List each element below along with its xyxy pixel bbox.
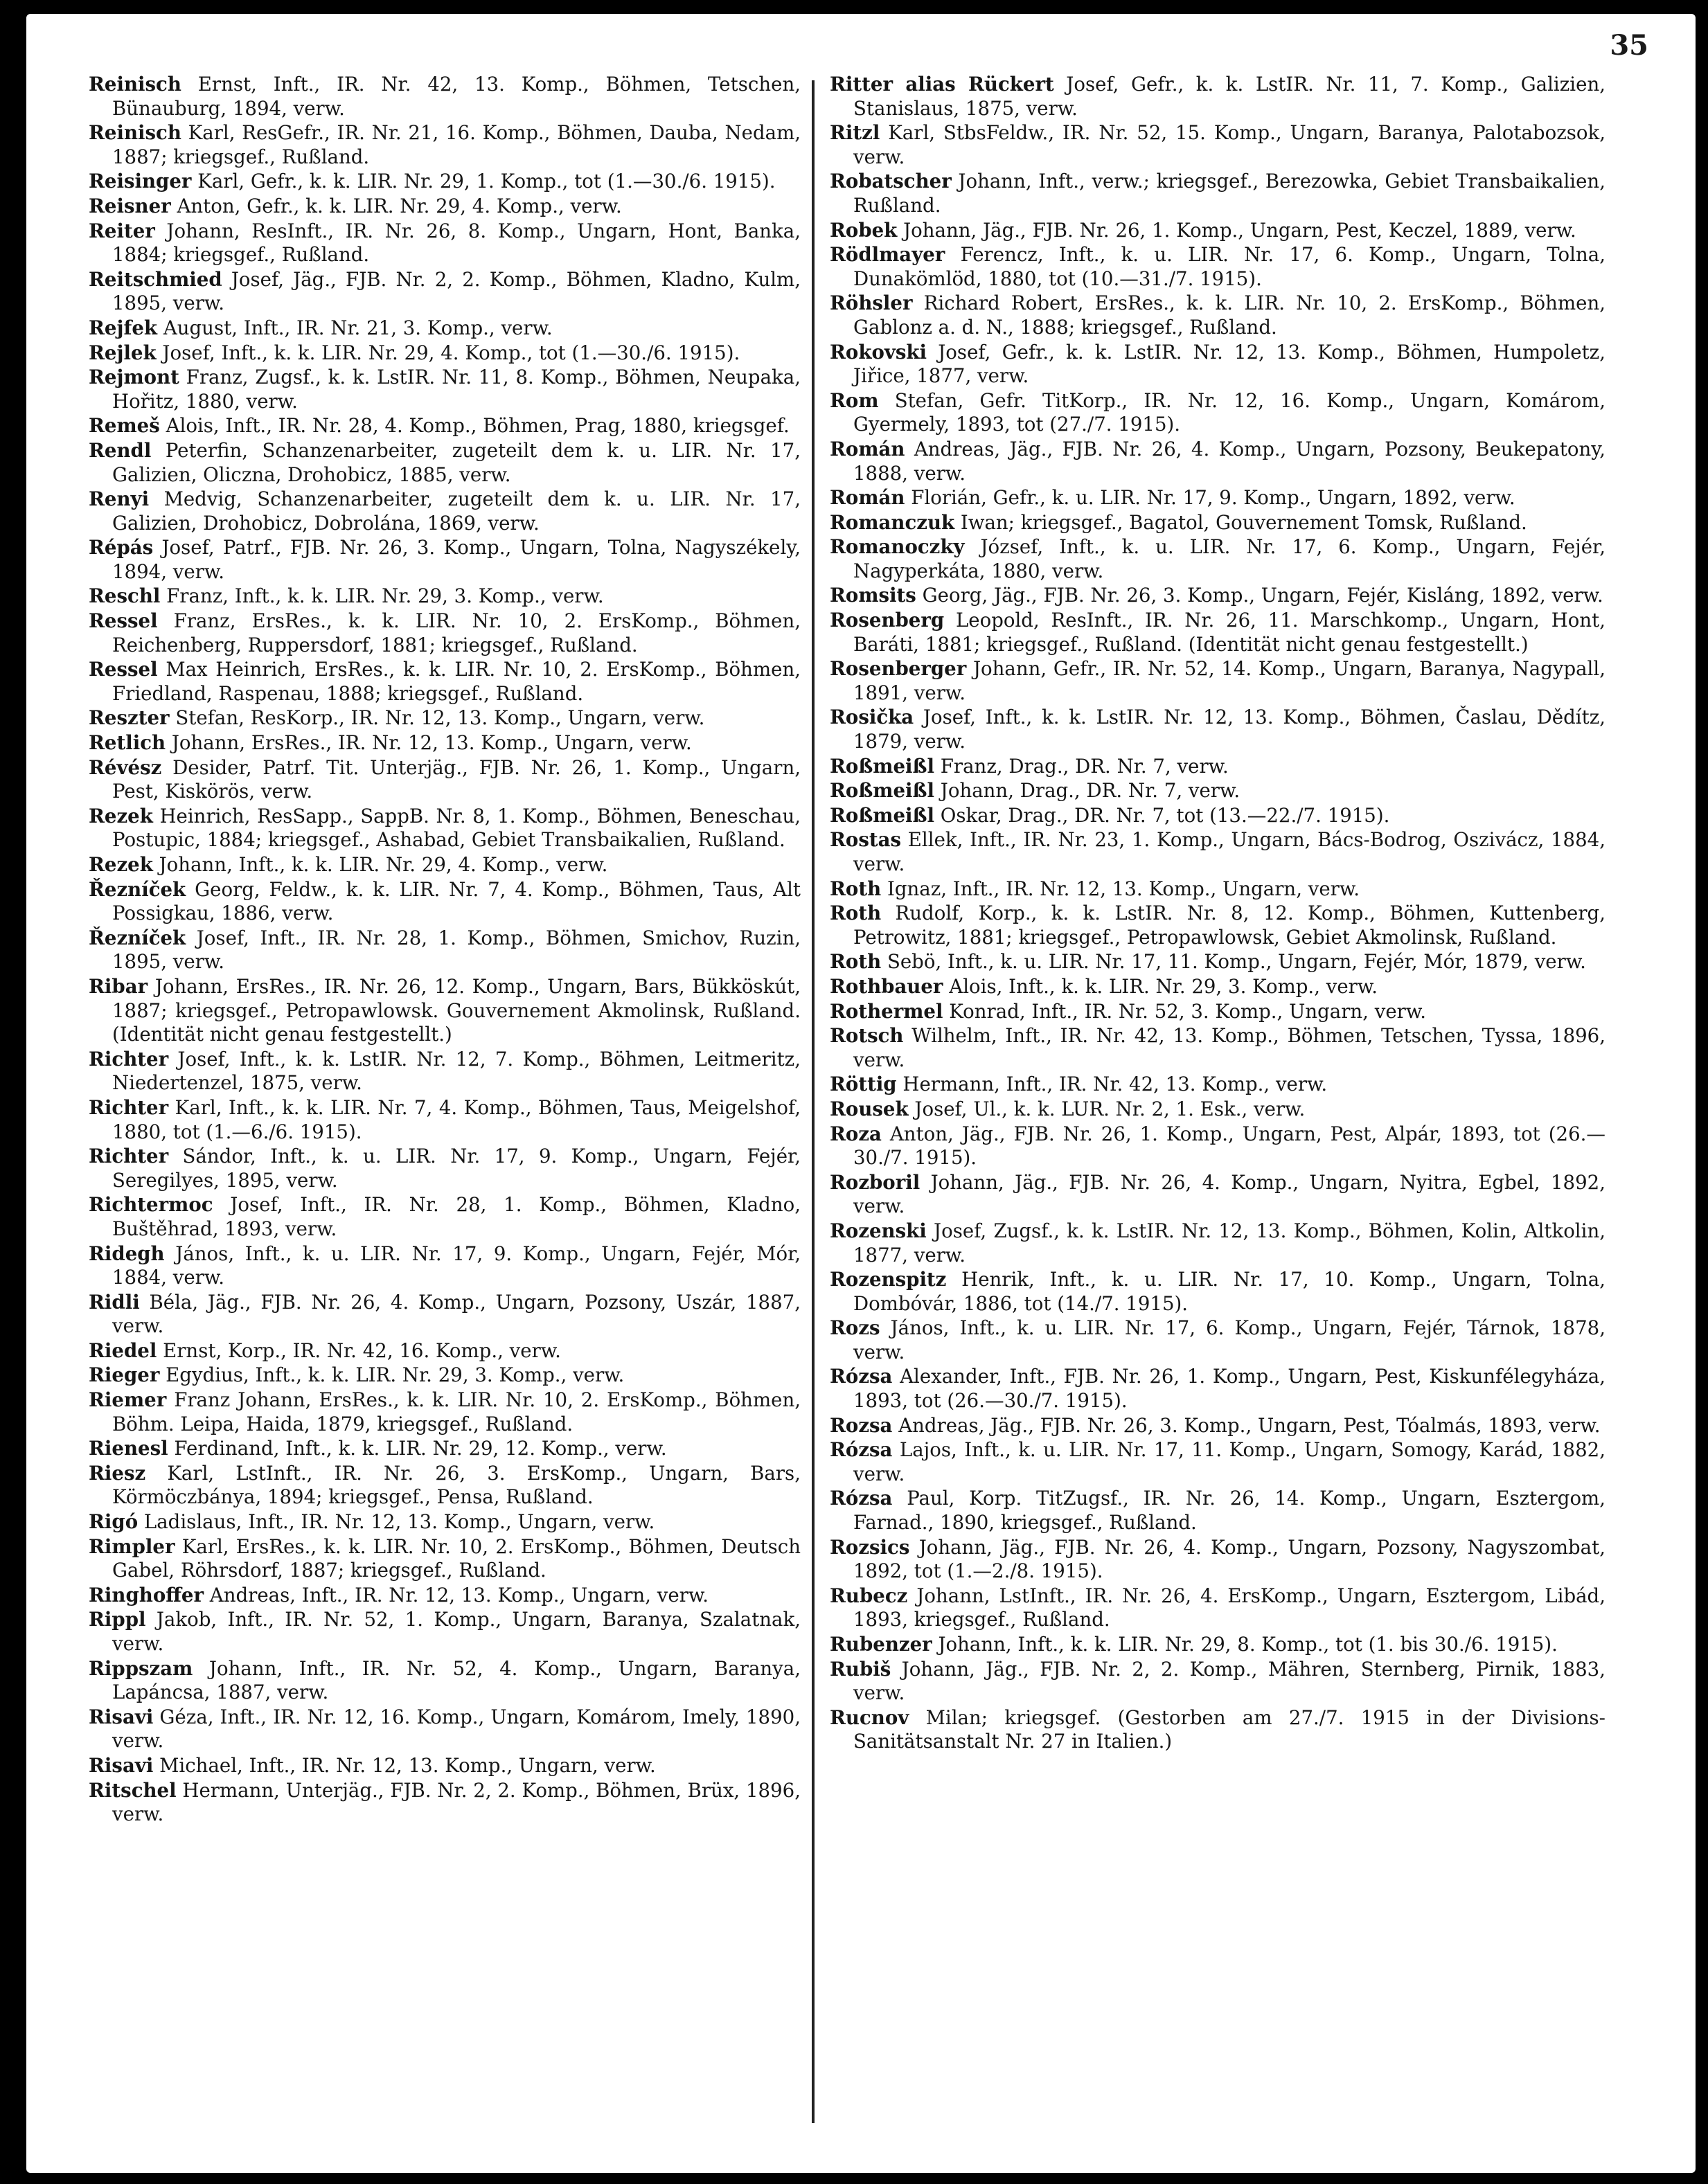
entry-surname: Román xyxy=(830,437,905,460)
entry-details: Sebö, Inft., k. u. LIR. Nr. 17, 11. Komp., Ungarn, Fejér, Mór, 1879, verw. xyxy=(887,950,1586,974)
list-entry xyxy=(89,536,801,584)
entry-surname: Ressel xyxy=(89,658,158,681)
entry-details: Rudolf, Korp., k. k. LstIR. Nr. 8, 12. Komp., Böhmen, Kuttenberg, Petrowitz, 1881; kriegsgef., Petropawlowsk, Gebiet Akmolinsk, Rußland. xyxy=(853,902,1605,949)
entry-surname: Rosenberg xyxy=(830,609,945,632)
list-entry xyxy=(89,73,801,120)
entry-details: Paul, Korp. TitZugsf., IR. Nr. 26, 14. Komp., Ungarn, Esztergom, Farnad., 1890, kriegsgef., Rußland. xyxy=(853,1487,1605,1534)
entry-surname: Reisinger xyxy=(89,170,192,193)
list-entry xyxy=(830,950,1605,974)
entry-surname: Renyi xyxy=(89,487,150,511)
entry-surname: Richter xyxy=(89,1095,169,1119)
list-entry xyxy=(830,902,1605,949)
entry-surname: Robatscher xyxy=(830,170,952,193)
list-entry xyxy=(830,1000,1605,1024)
entry-details: Karl, ResGefr., IR. Nr. 21, 16. Komp., Böhmen, Dauba, Nedam, 1887; kriegsgef., Rußland. xyxy=(112,121,801,168)
list-entry xyxy=(830,1633,1605,1657)
entry-surname: Röttig xyxy=(830,1073,897,1096)
entry-surname: Rozenski xyxy=(830,1219,927,1242)
entry-surname: Rozboril xyxy=(830,1170,920,1194)
list-entry xyxy=(89,316,801,341)
entry-details: Johann, Inft., verw.; kriegsgef., Berezowka, Gebiet Transbaikalien, Rußland. xyxy=(853,170,1605,217)
entry-surname: Romsits xyxy=(830,584,916,607)
entry-details: Peterfin, Schanzenarbeiter, zugeteilt dem k. u. LIR. Nr. 17, Galizien, Oliczna, Drohobicz, 1885, verw. xyxy=(112,438,801,486)
entry-details: Georg, Jäg., FJB. Nr. 26, 3. Komp., Ungarn, Fejér, Kisláng, 1892, verw. xyxy=(922,584,1603,607)
entry-surname: Roth xyxy=(830,877,882,900)
entry-details: Josef, Ul., k. k. LUR. Nr. 2, 1. Esk., verw. xyxy=(914,1097,1306,1120)
entry-surname: Rendl xyxy=(89,438,152,462)
entry-surname: Rejfek xyxy=(89,316,158,339)
entry-details: Jakob, Inft., IR. Nr. 52, 1. Komp., Ungarn, Baranya, Szalatnak, verw. xyxy=(112,1608,801,1655)
entry-surname: Rothermel xyxy=(830,999,943,1023)
list-entry xyxy=(89,1706,801,1753)
list-entry xyxy=(830,292,1605,339)
entry-surname: Řezníček xyxy=(89,877,186,901)
entry-surname: Rejmont xyxy=(89,366,179,389)
entry-details: Béla, Jäg., FJB. Nr. 26, 4. Komp., Ungarn, Pozsony, Uszár, 1887, verw. xyxy=(112,1290,801,1338)
entry-surname: Rothbauer xyxy=(830,974,943,998)
entry-surname: Rucnov xyxy=(830,1706,909,1729)
entry-details: Johann, ResInft., IR. Nr. 26, 8. Komp., Ungarn, Hont, Banka, 1884; kriegsgef., Rußland. xyxy=(112,219,801,267)
entry-surname: Richter xyxy=(89,1145,169,1168)
entry-surname: Rozsics xyxy=(830,1535,910,1559)
entry-surname: Rezek xyxy=(89,853,153,876)
list-entry xyxy=(89,1535,801,1583)
entry-details: Ignaz, Inft., IR. Nr. 12, 13. Komp., Ungarn, verw. xyxy=(887,877,1360,900)
list-entry xyxy=(830,121,1605,169)
list-entry xyxy=(89,927,801,974)
entry-surname: Richter xyxy=(89,1047,169,1071)
entry-details: Karl, ErsRes., k. k. LIR. Nr. 10, 2. ErsKomp., Böhmen, Deutsch Gabel, Röhrsdorf, 1887; kriegsgef., Rußland. xyxy=(112,1534,801,1582)
entry-surname: Reschl xyxy=(89,584,161,608)
list-entry xyxy=(89,414,801,438)
entry-surname: Ritschel xyxy=(89,1778,177,1802)
entry-surname: Rimpler xyxy=(89,1534,175,1558)
list-entry xyxy=(830,1219,1605,1267)
entry-surname: Rozsa xyxy=(830,1413,893,1437)
list-entry xyxy=(830,438,1605,485)
right-column xyxy=(830,73,1605,1755)
entry-details: Johann, Jäg., FJB. Nr. 26, 4. Komp., Ungarn, Nyitra, Egbel, 1892, verw. xyxy=(853,1170,1605,1218)
list-entry xyxy=(830,1365,1605,1413)
list-entry xyxy=(830,219,1605,243)
list-entry xyxy=(89,1242,801,1290)
entry-details: Oskar, Drag., DR. Nr. 7, tot (13.—22./7. 1915). xyxy=(940,803,1390,827)
entry-surname: Robek xyxy=(830,218,898,242)
list-entry xyxy=(89,1096,801,1144)
list-entry xyxy=(89,1754,801,1778)
list-entry xyxy=(830,1536,1605,1584)
entry-details: Sándor, Inft., k. u. LIR. Nr. 17, 9. Komp., Ungarn, Fejér, Seregilyes, 1895, verw. xyxy=(112,1145,801,1192)
entry-details: Andreas, Jäg., FJB. Nr. 26, 3. Komp., Ungarn, Pest, Tóalmás, 1893, verw. xyxy=(898,1413,1601,1437)
entry-details: Hermann, Unterjäg., FJB. Nr. 2, 2. Komp., Böhmen, Brüx, 1896, verw. xyxy=(112,1778,801,1826)
list-entry xyxy=(830,877,1605,902)
list-entry xyxy=(830,1316,1605,1364)
entry-surname: Ringhoffer xyxy=(89,1583,204,1606)
column-divider xyxy=(812,80,815,2123)
entry-details: Ellek, Inft., IR. Nr. 23, 1. Komp., Ungarn, Bács-Bodrog, Oszivácz, 1884, verw. xyxy=(853,828,1605,875)
entry-details: Ladislaus, Inft., IR. Nr. 12, 13. Komp., Ungarn, verw. xyxy=(143,1510,655,1534)
list-entry xyxy=(830,389,1605,437)
list-entry xyxy=(89,756,801,804)
entry-details: Josef, Inft., IR. Nr. 28, 1. Komp., Böhmen, Smichov, Ruzin, 1895, verw. xyxy=(112,926,801,974)
list-entry xyxy=(89,658,801,706)
list-entry xyxy=(89,1145,801,1192)
entry-surname: Reinisch xyxy=(89,121,181,145)
entry-surname: Rosenberger xyxy=(830,657,967,681)
list-entry xyxy=(830,1487,1605,1534)
entry-details: Johann, Drag., DR. Nr. 7, verw. xyxy=(940,779,1240,803)
list-entry xyxy=(830,828,1605,876)
list-entry xyxy=(89,805,801,852)
entry-surname: Risavi xyxy=(89,1705,154,1728)
entry-details: Ferencz, Inft., k. u. LIR. Nr. 17, 6. Komp., Ungarn, Tolna, Dunakömlöd, 1880, tot (10.—31./7. 1915). xyxy=(853,243,1605,290)
entry-surname: Rosička xyxy=(830,706,914,729)
entry-surname: Ridegh xyxy=(89,1242,165,1265)
entry-details: Max Heinrich, ErsRes., k. k. LIR. Nr. 10, 2. ErsKomp., Böhmen, Friedland, Raspenau, 1888; kriegsgef., Rußland. xyxy=(112,658,801,705)
entry-details: Josef, Inft., k. k. LIR. Nr. 29, 4. Komp., tot (1.—30./6. 1915). xyxy=(162,341,740,364)
entry-details: Johann, LstInft., IR. Nr. 26, 4. ErsKomp., Ungarn, Esztergom, Libád, 1893, kriegsgef., Rußland. xyxy=(853,1584,1605,1631)
entry-surname: Reszter xyxy=(89,706,170,730)
entry-details: Michael, Inft., IR. Nr. 12, 13. Komp., Ungarn, verw. xyxy=(159,1753,656,1777)
entry-details: Johann, ErsRes., IR. Nr. 12, 13. Komp., Ungarn, verw. xyxy=(171,731,692,755)
entry-details: József, Inft., k. u. LIR. Nr. 17, 6. Komp., Ungarn, Fejér, Nagyperkáta, 1880, verw. xyxy=(853,535,1605,582)
entry-surname: Rejlek xyxy=(89,341,157,364)
entry-surname: Richtermoc xyxy=(89,1193,213,1217)
entry-surname: Rom xyxy=(830,388,879,412)
entry-surname: Reinisch xyxy=(89,73,181,96)
entry-surname: Reitschmied xyxy=(89,267,222,291)
document-page xyxy=(26,14,1696,2173)
entry-details: Franz, Zugsf., k. k. LstIR. Nr. 11, 8. Komp., Böhmen, Neupaka, Hořitz, 1880, verw. xyxy=(112,366,801,413)
entry-details: Johann, Jäg., FJB. Nr. 2, 2. Komp., Mähren, Sternberg, Pirnik, 1883, verw. xyxy=(853,1657,1605,1705)
list-entry xyxy=(830,657,1605,705)
list-entry xyxy=(89,853,801,877)
entry-surname: Romanoczky xyxy=(830,535,965,559)
entry-details: Karl, Inft., k. k. LIR. Nr. 7, 4. Komp., Böhmen, Taus, Meigelshof, 1880, tot (1.—6./6. 1915). xyxy=(112,1095,801,1143)
entry-details: Andreas, Inft., IR. Nr. 12, 13. Komp., Ungarn, verw. xyxy=(209,1583,709,1606)
entry-details: Johann, Jäg., FJB. Nr. 26, 1. Komp., Ungarn, Pest, Keczel, 1889, verw. xyxy=(903,218,1576,242)
entry-surname: Romanczuk xyxy=(830,510,955,534)
entry-details: Franz, Drag., DR. Nr. 7, verw. xyxy=(940,754,1229,778)
entry-details: Stefan, Gefr. TitKorp., IR. Nr. 12, 16. Komp., Ungarn, Komárom, Gyermely, 1893, tot (27./7. 1915). xyxy=(853,388,1605,436)
entry-details: Josef, Patrf., FJB. Nr. 26, 3. Komp., Ungarn, Tolna, Nagyszékely, 1894, verw. xyxy=(112,536,801,583)
left-column xyxy=(89,73,801,1827)
entry-details: János, Inft., k. u. LIR. Nr. 17, 6. Komp., Ungarn, Fejér, Tárnok, 1878, verw. xyxy=(853,1316,1605,1363)
entry-details: Alois, Inft., IR. Nr. 28, 4. Komp., Böhmen, Prag, 1880, kriegsgef. xyxy=(166,414,790,438)
entry-surname: Rippl xyxy=(89,1608,146,1631)
list-entry xyxy=(830,584,1605,608)
entry-surname: Ritter alias Rückert xyxy=(830,73,1054,96)
list-entry xyxy=(830,1268,1605,1316)
list-entry xyxy=(830,1171,1605,1219)
entry-details: Georg, Feldw., k. k. LIR. Nr. 7, 4. Komp., Böhmen, Taus, Alt Possigkau, 1886, verw. xyxy=(112,877,801,925)
entry-details: August, Inft., IR. Nr. 21, 3. Komp., verw. xyxy=(163,316,553,339)
entry-surname: Rózsa xyxy=(830,1365,893,1388)
entry-details: János, Inft., k. u. LIR. Nr. 17, 9. Komp., Ungarn, Fejér, Mór, 1884, verw. xyxy=(112,1242,801,1289)
page-number: 35 xyxy=(1610,29,1648,62)
list-entry xyxy=(830,1706,1605,1754)
list-entry xyxy=(830,1073,1605,1097)
entry-details: Franz Johann, ErsRes., k. k. LIR. Nr. 10, 2. ErsKomp., Böhmen, Böhm. Leipa, Haida, 1879, kriegsgef., Rußland. xyxy=(112,1388,801,1435)
list-entry xyxy=(89,1437,801,1461)
entry-surname: Ribar xyxy=(89,974,148,998)
entry-surname: Retlich xyxy=(89,731,166,755)
entry-details: Franz, Inft., k. k. LIR. Nr. 29, 3. Komp., verw. xyxy=(166,584,604,608)
entry-details: Johann, Gefr., IR. Nr. 52, 14. Komp., Ungarn, Baranya, Nagypall, 1891, verw. xyxy=(853,657,1605,704)
entry-details: Alois, Inft., k. k. LIR. Nr. 29, 3. Komp., verw. xyxy=(949,974,1378,998)
entry-details: Hermann, Inft., IR. Nr. 42, 13. Komp., verw. xyxy=(902,1073,1328,1096)
list-entry xyxy=(89,341,801,366)
entry-details: Anton, Jäg., FJB. Nr. 26, 1. Komp., Ungarn, Pest, Alpár, 1893, tot (26.—30./7. 1915). xyxy=(853,1122,1605,1170)
entry-details: Karl, StbsFeldw., IR. Nr. 52, 15. Komp., Ungarn, Baranya, Palotabozsok, verw. xyxy=(853,121,1605,168)
entry-surname: Remeš xyxy=(89,414,160,438)
list-entry xyxy=(89,1291,801,1339)
entry-surname: Rozs xyxy=(830,1316,880,1340)
list-entry xyxy=(89,1657,801,1705)
list-entry xyxy=(89,1388,801,1436)
entry-surname: Román xyxy=(830,486,905,510)
entry-surname: Rózsa xyxy=(830,1487,893,1510)
list-entry xyxy=(89,975,801,1047)
entry-surname: Rotsch xyxy=(830,1024,904,1048)
entry-surname: Ritzl xyxy=(830,121,880,145)
entry-details: Josef, Zugsf., k. k. LstIR. Nr. 12, 13. Komp., Böhmen, Kolin, Altkolin, 1877, verw. xyxy=(853,1219,1605,1266)
list-entry xyxy=(830,1414,1605,1438)
list-entry xyxy=(89,609,801,657)
entry-details: Alexander, Inft., FJB. Nr. 26, 1. Komp., Ungarn, Pest, Kiskunfélegyháza, 1893, tot (26.—30./7. 1915). xyxy=(853,1365,1605,1413)
entry-surname: Rokovski xyxy=(830,340,927,364)
list-entry xyxy=(830,511,1605,535)
entry-surname: Rozenspitz xyxy=(830,1268,947,1291)
entry-surname: Riemer xyxy=(89,1388,167,1412)
entry-details: Josef, Inft., k. k. LstIR. Nr. 12, 13. Komp., Böhmen, Časlau, Dědítz, 1879, verw. xyxy=(853,706,1606,753)
list-entry xyxy=(89,731,801,755)
list-entry xyxy=(830,535,1605,583)
list-entry xyxy=(89,1193,801,1241)
entry-surname: Reiter xyxy=(89,219,155,242)
entry-surname: Riesz xyxy=(89,1461,146,1485)
entry-surname: Rubecz xyxy=(830,1584,908,1607)
list-entry xyxy=(89,1608,801,1656)
entry-surname: Rubiš xyxy=(830,1657,891,1681)
entry-surname: Rienesl xyxy=(89,1437,168,1460)
entry-surname: Roth xyxy=(830,902,882,925)
entry-surname: Roßmeißl xyxy=(830,803,934,827)
entry-details: Egydius, Inft., k. k. LIR. Nr. 29, 3. Komp., verw. xyxy=(166,1363,625,1387)
entry-details: Heinrich, ResSapp., SappB. Nr. 8, 1. Komp., Böhmen, Beneschau, Postupic, 1884; kriegsgef., Ashabad, Gebiet Transbaikalien, Rußland. xyxy=(112,804,801,852)
entry-surname: Risavi xyxy=(89,1753,154,1777)
entry-surname: Rödlmayer xyxy=(830,243,945,267)
entry-details: Richard Robert, ErsRes., k. k. LIR. Nr. 10, 2. ErsKomp., Böhmen, Gablonz a. d. N., 1888; kriegsgef., Rußland. xyxy=(853,292,1605,339)
entry-surname: Roza xyxy=(830,1122,882,1145)
list-entry xyxy=(830,243,1605,291)
list-entry xyxy=(830,1658,1605,1706)
entry-details: Johann, Jäg., FJB. Nr. 26, 4. Komp., Ungarn, Pozsony, Nagyszombat, 1892, tot (1.—2./8. 1915). xyxy=(853,1535,1605,1583)
entry-surname: Roth xyxy=(830,950,882,974)
entry-details: Josef, Inft., IR. Nr. 28, 1. Komp., Böhmen, Kladno, Buštěhrad, 1893, verw. xyxy=(112,1193,801,1240)
entry-details: Andreas, Jäg., FJB. Nr. 26, 4. Komp., Ungarn, Pozsony, Beukepatony, 1888, verw. xyxy=(853,437,1605,485)
entry-surname: Ridli xyxy=(89,1290,140,1314)
entry-surname: Riedel xyxy=(89,1339,157,1362)
list-entry xyxy=(89,1779,801,1827)
list-entry xyxy=(830,779,1605,803)
list-entry xyxy=(89,1510,801,1534)
entry-surname: Roßmeißl xyxy=(830,779,934,803)
list-entry xyxy=(830,1122,1605,1170)
list-entry xyxy=(89,584,801,609)
entry-details: Josef, Inft., k. k. LstIR. Nr. 12, 7. Komp., Böhmen, Leitmeritz, Niedertenzel, 1875, verw. xyxy=(112,1047,801,1095)
list-entry xyxy=(830,755,1605,779)
list-entry xyxy=(830,609,1605,656)
list-entry xyxy=(830,73,1605,120)
entry-details: Ferdinand, Inft., k. k. LIR. Nr. 29, 12. Komp., verw. xyxy=(174,1437,667,1460)
entry-surname: Röhsler xyxy=(830,292,913,315)
entry-surname: Rousek xyxy=(830,1097,909,1120)
entry-details: Henrik, Inft., k. u. LIR. Nr. 17, 10. Komp., Ungarn, Tolna, Dombóvár, 1886, tot (14./7. 1915). xyxy=(853,1268,1605,1315)
entry-surname: Rezek xyxy=(89,804,153,827)
list-entry xyxy=(830,804,1605,828)
entry-details: Milan; kriegsgef. (Gestorben am 27./7. 1915 in der Divisions-Sanitätsanstalt Nr. 27 in Italien.) xyxy=(853,1706,1605,1753)
entry-details: Ernst, Inft., IR. Nr. 42, 13. Komp., Böhmen, Tetschen, Bünauburg, 1894, verw. xyxy=(112,73,801,120)
list-entry xyxy=(89,439,801,487)
entry-surname: Řezníček xyxy=(89,926,186,949)
list-entry xyxy=(89,268,801,316)
entry-details: Desider, Patrf. Tit. Unterjäg., FJB. Nr. 26, 1. Komp., Ungarn, Pest, Kiskörös, verw. xyxy=(112,755,801,803)
list-entry xyxy=(89,878,801,926)
list-entry xyxy=(830,706,1605,753)
entry-surname: Rubenzer xyxy=(830,1633,932,1656)
list-entry xyxy=(89,366,801,413)
list-entry xyxy=(830,486,1605,510)
entry-surname: Rostas xyxy=(830,828,902,852)
entry-surname: Rigó xyxy=(89,1510,139,1534)
list-entry xyxy=(89,1048,801,1095)
list-entry xyxy=(830,1438,1605,1486)
entry-details: Konrad, Inft., IR. Nr. 52, 3. Komp., Ungarn, verw. xyxy=(949,999,1426,1023)
list-entry xyxy=(830,1024,1605,1072)
list-entry xyxy=(89,121,801,169)
list-entry xyxy=(89,170,801,194)
list-entry xyxy=(830,170,1605,217)
entry-surname: Rieger xyxy=(89,1363,160,1387)
entry-surname: Rózsa xyxy=(830,1438,893,1462)
entry-details: Medvig, Schanzenarbeiter, zugeteilt dem k. u. LIR. Nr. 17, Galizien, Drohobicz, Dobrolána, 1869, verw. xyxy=(112,487,801,535)
entry-details: Karl, Gefr., k. k. LIR. Nr. 29, 1. Komp., tot (1.—30./6. 1915). xyxy=(197,170,776,193)
entry-details: Johann, ErsRes., IR. Nr. 26, 12. Komp., Ungarn, Bars, Bükköskút, 1887; kriegsgef., Petropawlowsk. Gouvernement Akmolinsk, Rußland. (Identität nicht genau festgestellt.) xyxy=(112,974,801,1046)
entry-details: Wilhelm, Inft., IR. Nr. 42, 13. Komp., Böhmen, Tetschen, Tyssa, 1896, verw. xyxy=(853,1024,1606,1071)
entry-details: Stefan, ResKorp., IR. Nr. 12, 13. Komp., Ungarn, verw. xyxy=(175,706,705,730)
list-entry xyxy=(89,1363,801,1388)
entry-details: Franz, ErsRes., k. k. LIR. Nr. 10, 2. ErsKomp., Böhmen, Reichenberg, Ruppersdorf, 1881; kriegsgef., Rußland. xyxy=(112,609,801,656)
list-entry xyxy=(830,975,1605,999)
list-entry xyxy=(830,1098,1605,1122)
entry-surname: Révész xyxy=(89,755,162,779)
list-entry xyxy=(89,706,801,731)
entry-surname: Répás xyxy=(89,536,154,560)
list-entry xyxy=(89,195,801,219)
entry-details: Ernst, Korp., IR. Nr. 42, 16. Komp., verw. xyxy=(163,1339,561,1362)
entry-surname: Reisner xyxy=(89,194,171,217)
list-entry xyxy=(89,220,801,267)
entry-details: Josef, Jäg., FJB. Nr. 2, 2. Komp., Böhmen, Kladno, Kulm, 1895, verw. xyxy=(112,267,801,315)
list-entry xyxy=(89,487,801,535)
entry-details: Josef, Gefr., k. k. LstIR. Nr. 12, 13. Komp., Böhmen, Humpoletz, Jiřice, 1877, verw. xyxy=(853,340,1605,388)
entry-details: Karl, LstInft., IR. Nr. 26, 3. ErsKomp., Ungarn, Bars, Körmöczbánya, 1894; kriegsgef., Pensa, Rußland. xyxy=(112,1461,801,1509)
entry-surname: Rippszam xyxy=(89,1656,193,1680)
list-entry xyxy=(89,1462,801,1510)
entry-details: Florián, Gefr., k. u. LIR. Nr. 17, 9. Komp., Ungarn, 1892, verw. xyxy=(911,486,1515,510)
entry-details: Anton, Gefr., k. k. LIR. Nr. 29, 4. Komp., verw. xyxy=(177,194,622,217)
entry-details: Géza, Inft., IR. Nr. 12, 16. Komp., Ungarn, Komárom, Imely, 1890, verw. xyxy=(112,1705,801,1753)
list-entry xyxy=(89,1339,801,1363)
entry-details: Josef, Gefr., k. k. LstIR. Nr. 11, 7. Komp., Galizien, Stanislaus, 1875, verw. xyxy=(853,73,1605,120)
entry-details: Leopold, ResInft., IR. Nr. 26, 11. Marschkomp., Ungarn, Hont, Baráti, 1881; kriegsgef., Rußland. (Identität nicht genau festgestellt.) xyxy=(853,609,1605,656)
entry-details: Johann, Inft., k. k. LIR. Nr. 29, 8. Komp., tot (1. bis 30./6. 1915). xyxy=(938,1633,1558,1656)
entry-surname: Ressel xyxy=(89,609,158,633)
list-entry xyxy=(830,341,1605,388)
list-entry xyxy=(830,1584,1605,1632)
entry-details: Iwan; kriegsgef., Bagatol, Gouvernement Tomsk, Rußland. xyxy=(960,510,1527,534)
entry-details: Johann, Inft., IR. Nr. 52, 4. Komp., Ungarn, Baranya, Lapáncsa, 1887, verw. xyxy=(112,1656,801,1704)
entry-details: Lajos, Inft., k. u. LIR. Nr. 17, 11. Komp., Ungarn, Somogy, Karád, 1882, verw. xyxy=(853,1438,1605,1485)
entry-surname: Roßmeißl xyxy=(830,754,934,778)
list-entry xyxy=(89,1584,801,1608)
entry-details: Johann, Inft., k. k. LIR. Nr. 29, 4. Komp., verw. xyxy=(159,853,608,876)
